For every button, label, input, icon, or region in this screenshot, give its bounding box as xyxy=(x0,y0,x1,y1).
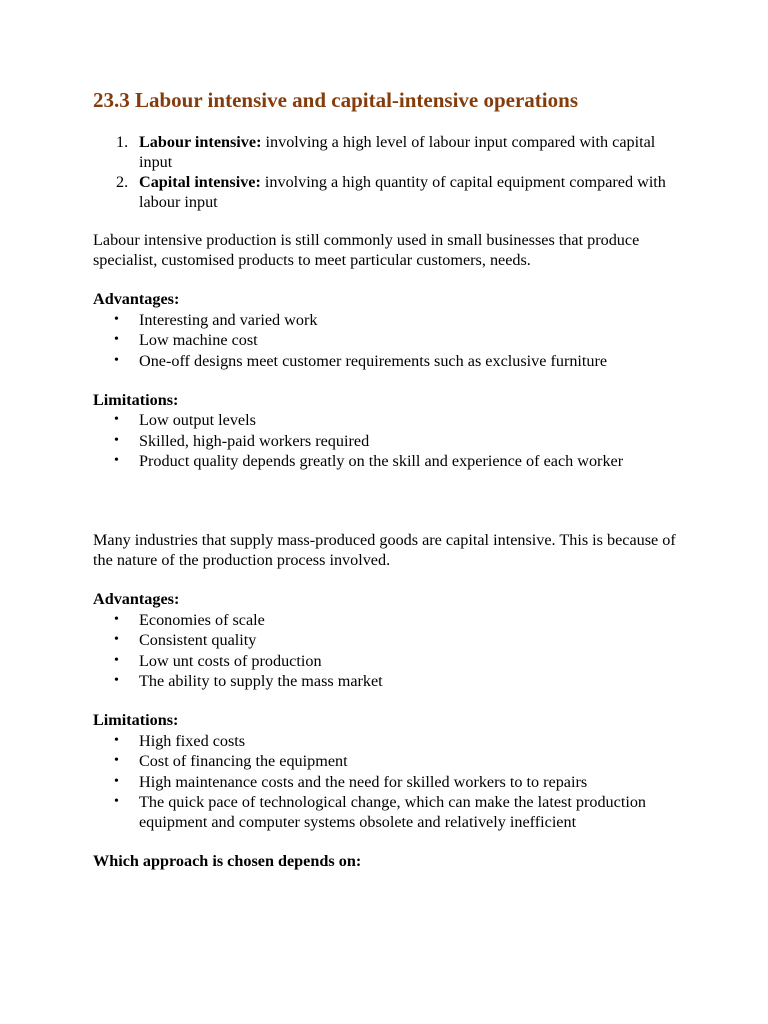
definition-text: involving a high quantity of capital equipment compared with labour input xyxy=(139,173,666,211)
bullet-icon: • xyxy=(114,453,119,468)
bullet-icon: • xyxy=(114,794,119,809)
list-item-text: Economies of scale xyxy=(139,610,265,629)
list-item xyxy=(93,651,683,671)
bullet-icon: • xyxy=(114,311,119,327)
definition-term: Capital intensive: xyxy=(139,173,261,191)
list-item-text: Low output levels xyxy=(139,411,256,429)
list-item xyxy=(93,792,683,832)
list-item-text: One-off designs meet customer requirements such as exclusive furniture xyxy=(139,351,608,370)
list-item-text: Cost of financing the equipment xyxy=(139,752,348,770)
list-item xyxy=(93,330,683,350)
capital-intro-paragraph: Many industries that supply mass-produced goods are capital intensive. This is because of the nature of the production process involved. xyxy=(93,531,676,569)
list-item xyxy=(93,630,683,650)
list-item xyxy=(93,351,683,371)
list-item-text: Consistent quality xyxy=(139,631,257,649)
list-item-text: Low unt costs of production xyxy=(139,651,322,670)
bullet-icon: • xyxy=(114,753,119,768)
list-item-text: Skilled, high-paid workers required xyxy=(139,431,370,450)
bullet-icon: • xyxy=(114,732,119,748)
list-item xyxy=(93,610,683,630)
labour-advantages-list xyxy=(93,310,683,371)
labour-limitations-label: Limitations: xyxy=(93,390,179,409)
bullet-icon: • xyxy=(114,611,119,627)
list-item-text: Interesting and varied work xyxy=(139,310,318,329)
list-item xyxy=(93,451,683,471)
definition-number: 1. xyxy=(116,133,129,151)
list-item-text: The ability to supply the mass market xyxy=(139,672,383,690)
list-item-text: The quick pace of technological change, which can make the latest production equipment and computer systems obsolete and relatively inefficient xyxy=(139,793,647,831)
labour-intro-paragraph: Labour intensive production is still commonly used in small businesses that produce specialist, customised products to meet particular customers, needs. xyxy=(93,231,640,269)
section-heading: 23.3 Labour intensive and capital-intensive operations xyxy=(93,88,578,112)
bullet-icon: • xyxy=(114,332,119,347)
definition-item xyxy=(93,172,683,212)
bullet-icon: • xyxy=(114,773,119,789)
list-item xyxy=(93,671,683,691)
blank-space xyxy=(93,490,683,530)
definition-text: involving a high level of labour input compared with capital input xyxy=(139,133,656,171)
capital-limitations-list xyxy=(93,731,683,833)
list-item xyxy=(93,310,683,330)
list-item xyxy=(93,751,683,771)
labour-advantages-label: Advantages: xyxy=(93,290,180,308)
capital-advantages-label: Advantages: xyxy=(93,590,180,608)
list-item xyxy=(93,410,683,430)
bullet-icon: • xyxy=(114,673,119,688)
list-item-text: Low machine cost xyxy=(139,331,258,349)
bullet-icon: • xyxy=(114,632,119,647)
bullet-icon: • xyxy=(114,652,119,668)
list-item xyxy=(93,431,683,451)
list-item-text: High maintenance costs and the need for skilled workers to to repairs xyxy=(139,772,588,791)
list-item xyxy=(93,772,683,792)
closing-line: Which approach is chosen depends on: xyxy=(93,852,362,870)
definition-term: Labour intensive: xyxy=(139,133,262,151)
document-page xyxy=(93,86,683,871)
bullet-icon: • xyxy=(114,412,119,427)
definitions-list xyxy=(93,132,683,212)
list-item-text: High fixed costs xyxy=(139,731,246,750)
capital-limitations-label: Limitations: xyxy=(93,711,179,729)
labour-limitations-list xyxy=(93,410,683,471)
bullet-icon: • xyxy=(114,432,119,448)
list-item xyxy=(93,731,683,751)
capital-advantages-list xyxy=(93,610,683,692)
definition-number: 2. xyxy=(116,173,129,191)
bullet-icon: • xyxy=(114,352,119,368)
list-item-text: Product quality depends greatly on the skill and experience of each worker xyxy=(139,452,624,470)
definition-item xyxy=(93,132,683,172)
